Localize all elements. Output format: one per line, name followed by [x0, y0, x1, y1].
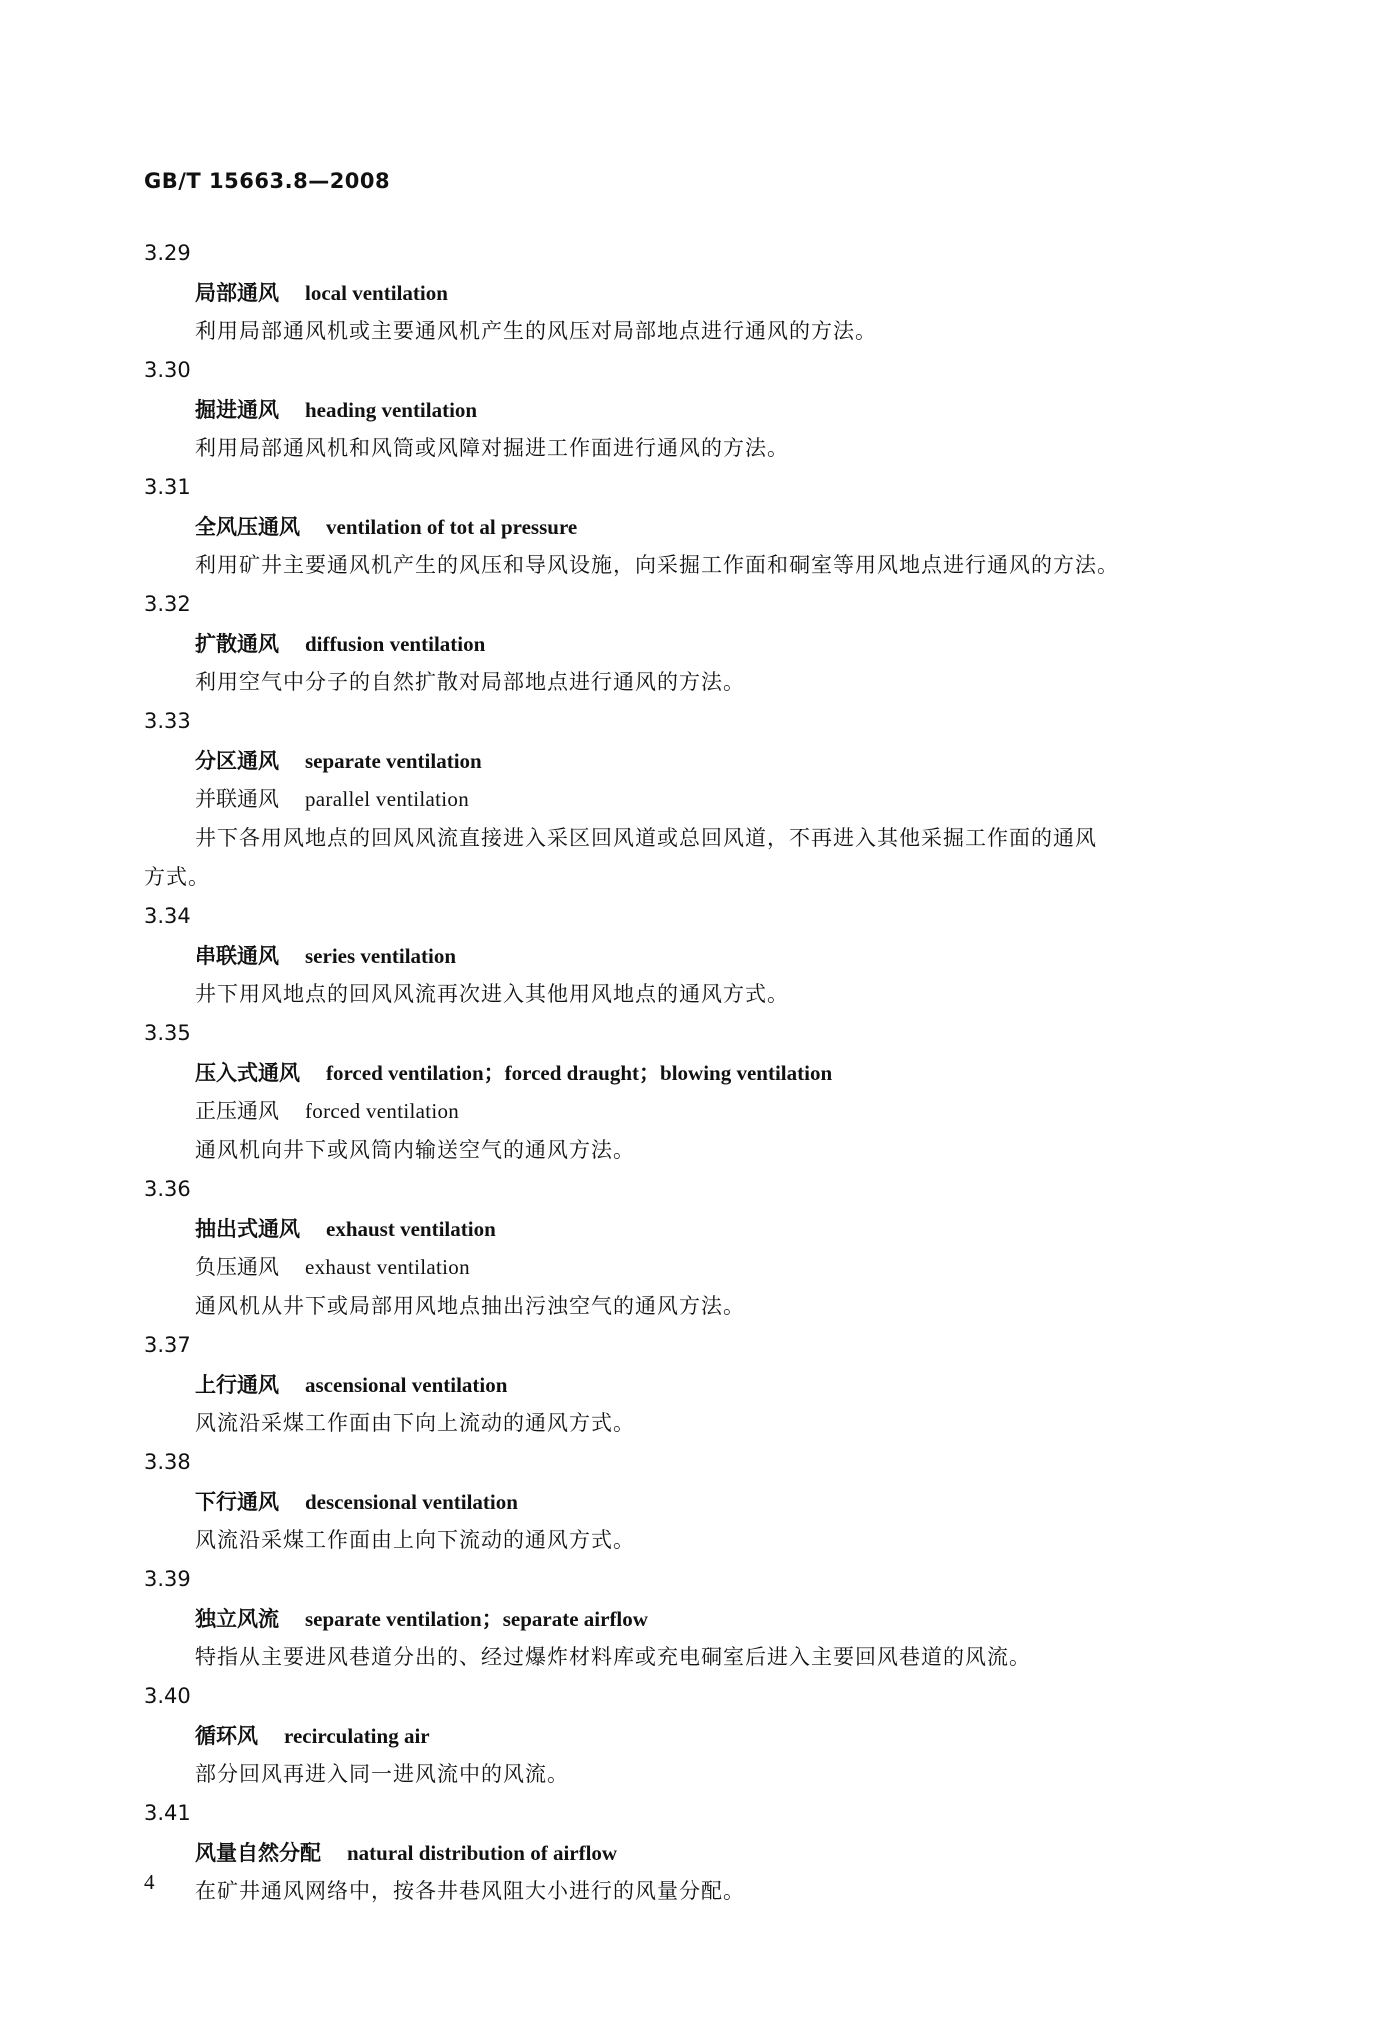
- term-line: [195, 390, 1257, 429]
- term-line: [195, 624, 1257, 663]
- term-english: separate ventilation；separate airflow: [305, 1607, 648, 1631]
- standard-code-header: GB/T 15663.8—2008: [144, 169, 391, 193]
- term-line: [195, 1482, 1257, 1521]
- term-line: [195, 936, 1257, 975]
- term-chinese: 风量自然分配: [195, 1841, 321, 1865]
- term-entry: [0, 351, 1394, 468]
- term-entry: [0, 1170, 1394, 1326]
- term-line: [195, 1716, 1257, 1755]
- term-line: [195, 507, 1257, 546]
- term-english: ascensional ventilation: [305, 1373, 508, 1397]
- page-number: 4: [144, 1870, 155, 1894]
- definition: [195, 1131, 1257, 1170]
- term-entry: [0, 1560, 1394, 1677]
- definition: [144, 819, 1257, 897]
- term-chinese: 抽出式通风: [195, 1217, 300, 1241]
- definition-line: 井下各用风地点的回风风流直接进入采区回风道或总回风道，不再进入其他采掘工作面的通风: [195, 826, 1097, 850]
- term-chinese: 压入式通风: [195, 1061, 300, 1085]
- term-line: [195, 1209, 1257, 1248]
- term-english: local ventilation: [305, 281, 448, 305]
- term-line: [195, 273, 1257, 312]
- definition-line: 风流沿采煤工作面由下向上流动的通风方式。: [195, 1411, 635, 1435]
- term-entry: [0, 702, 1394, 897]
- synonym-line: [195, 1248, 1257, 1287]
- term-chinese: 掘进通风: [195, 398, 279, 422]
- clause-number: 3.33: [144, 709, 191, 733]
- term-line: [195, 1365, 1257, 1404]
- definition-line: 在矿井通风网络中，按各井巷风阻大小进行的风量分配。: [195, 1879, 745, 1903]
- clause-number: 3.37: [144, 1333, 191, 1357]
- definition: [195, 663, 1257, 702]
- term-english: diffusion ventilation: [305, 632, 486, 656]
- term-line: [195, 1833, 1257, 1872]
- definition-line: 方式。: [144, 865, 210, 889]
- definition-line: 通风机向井下或风筒内输送空气的通风方法。: [195, 1138, 635, 1162]
- term-chinese: 上行通风: [195, 1373, 279, 1397]
- clause-number: 3.38: [144, 1450, 191, 1474]
- synonym-line: [195, 1092, 1257, 1131]
- term-english: ventilation of tot al pressure: [326, 515, 578, 539]
- synonym-english: forced ventilation: [305, 1099, 460, 1123]
- clause-number: 3.32: [144, 592, 191, 616]
- definition-line: 井下用风地点的回风风流再次进入其他用风地点的通风方式。: [195, 982, 789, 1006]
- definition-line: 部分回风再进入同一进风流中的风流。: [195, 1762, 569, 1786]
- definition: [195, 1287, 1257, 1326]
- synonym-english: exhaust ventilation: [305, 1255, 470, 1279]
- term-english: natural distribution of airflow: [347, 1841, 618, 1865]
- synonym-line: [195, 780, 1257, 819]
- definition: [195, 1872, 1257, 1911]
- term-entry: [0, 468, 1394, 585]
- definition: [195, 429, 1257, 468]
- definition-line: 利用局部通风机或主要通风机产生的风压对局部地点进行通风的方法。: [195, 319, 877, 343]
- synonym-english: parallel ventilation: [305, 787, 470, 811]
- term-english: recirculating air: [284, 1724, 430, 1748]
- definition-line: 利用局部通风机和风筒或风障对掘进工作面进行通风的方法。: [195, 436, 789, 460]
- term-entry: [0, 1677, 1394, 1794]
- term-entry: [0, 1443, 1394, 1560]
- term-english: descensional ventilation: [305, 1490, 518, 1514]
- definition: [195, 1521, 1257, 1560]
- term-entry: [0, 234, 1394, 351]
- synonym-chinese: 负压通风: [195, 1255, 279, 1279]
- definition: [195, 546, 1257, 585]
- term-chinese: 扩散通风: [195, 632, 279, 656]
- clause-number: 3.29: [144, 241, 191, 265]
- term-english: forced ventilation；forced draught；blowing ventilation: [326, 1061, 833, 1085]
- term-entry: [0, 1014, 1394, 1170]
- term-english: series ventilation: [305, 944, 457, 968]
- clause-number: 3.36: [144, 1177, 191, 1201]
- term-line: [195, 741, 1257, 780]
- definition-line: 通风机从井下或局部用风地点抽出污浊空气的通风方法。: [195, 1294, 745, 1318]
- definition: [195, 1638, 1257, 1677]
- term-english: separate ventilation: [305, 749, 482, 773]
- term-chinese: 局部通风: [195, 281, 279, 305]
- definition-line: 利用空气中分子的自然扩散对局部地点进行通风的方法。: [195, 670, 745, 694]
- definition: [195, 1755, 1257, 1794]
- term-english: exhaust ventilation: [326, 1217, 496, 1241]
- clause-number: 3.30: [144, 358, 191, 382]
- term-chinese: 串联通风: [195, 944, 279, 968]
- definition-line: 利用矿井主要通风机产生的风压和导风设施，向采掘工作面和硐室等用风地点进行通风的方法。: [195, 553, 1119, 577]
- term-chinese: 全风压通风: [195, 515, 300, 539]
- definition: [195, 975, 1257, 1014]
- clause-number: 3.34: [144, 904, 191, 928]
- term-chinese: 下行通风: [195, 1490, 279, 1514]
- term-english: heading ventilation: [305, 398, 478, 422]
- term-chinese: 循环风: [195, 1724, 258, 1748]
- term-chinese: 分区通风: [195, 749, 279, 773]
- definition: [195, 1404, 1257, 1443]
- definition: [195, 312, 1257, 351]
- term-entry: [0, 585, 1394, 702]
- term-line: [195, 1599, 1257, 1638]
- term-line: [195, 1053, 1257, 1092]
- clause-number: 3.40: [144, 1684, 191, 1708]
- clause-number: 3.35: [144, 1021, 191, 1045]
- term-entry: [0, 1326, 1394, 1443]
- term-entry: [0, 1794, 1394, 1911]
- definition-line: 风流沿采煤工作面由上向下流动的通风方式。: [195, 1528, 635, 1552]
- synonym-chinese: 正压通风: [195, 1099, 279, 1123]
- definition-line: 特指从主要进风巷道分出的、经过爆炸材料库或充电硐室后进入主要回风巷道的风流。: [195, 1645, 1031, 1669]
- clause-number: 3.31: [144, 475, 191, 499]
- term-chinese: 独立风流: [195, 1607, 279, 1631]
- clause-number: 3.39: [144, 1567, 191, 1591]
- synonym-chinese: 并联通风: [195, 787, 279, 811]
- term-entries: [0, 234, 1394, 1911]
- term-entry: [0, 897, 1394, 1014]
- clause-number: 3.41: [144, 1801, 191, 1825]
